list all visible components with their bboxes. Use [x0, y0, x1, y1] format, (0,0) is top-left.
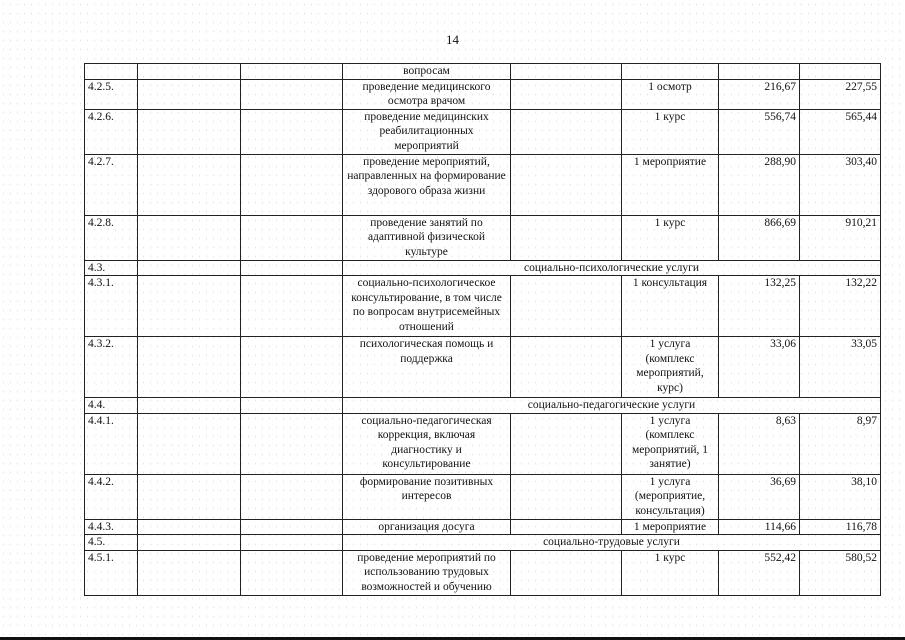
section-number: 4.3. [85, 260, 138, 276]
cell-empty [241, 79, 343, 109]
cell-empty [138, 550, 241, 595]
cell-description: проведение мероприятий, направленных на формирование здорового образа жизни [343, 154, 511, 215]
cell-unit: 1 мероприятие [622, 154, 719, 215]
cell-empty [241, 154, 343, 215]
table-row [85, 109, 881, 154]
cell-value: 227,55 [800, 79, 881, 109]
cell-value [800, 64, 881, 80]
cell-number: 4.4.3. [85, 519, 138, 535]
cell-empty [241, 260, 343, 276]
cell-empty [241, 535, 343, 551]
cell-unit [622, 64, 719, 80]
cell-number: 4.2.6. [85, 109, 138, 154]
cell-value: 116,78 [800, 519, 881, 535]
cell-empty [511, 276, 622, 337]
cell-number: 4.4.1. [85, 413, 138, 474]
cell-empty [511, 64, 622, 80]
cell-empty [511, 79, 622, 109]
cell-unit: 1 консультация [622, 276, 719, 337]
cell-empty [138, 260, 241, 276]
cell-description: вопросам [343, 64, 511, 80]
cell-empty [138, 337, 241, 398]
section-number: 4.5. [85, 535, 138, 551]
cell-empty [511, 519, 622, 535]
cell-empty [511, 215, 622, 260]
cell-empty [241, 109, 343, 154]
cell-empty [511, 550, 622, 595]
cell-value: 114,66 [719, 519, 800, 535]
cell-description: формирование позитивных интересов [343, 474, 511, 519]
cell-value: 552,42 [719, 550, 800, 595]
cell-number: 4.3.2. [85, 337, 138, 398]
cell-empty [241, 337, 343, 398]
cell-empty [241, 64, 343, 80]
table-row [85, 276, 881, 337]
cell-empty [241, 474, 343, 519]
table-row [85, 474, 881, 519]
cell-empty [511, 413, 622, 474]
cell-value: 132,25 [719, 276, 800, 337]
cell-empty [138, 474, 241, 519]
cell-empty [241, 413, 343, 474]
cell-empty [138, 215, 241, 260]
cell-number: 4.2.5. [85, 79, 138, 109]
section-title: социально-психологические услуги [343, 260, 881, 276]
cell-description: социально-психологическое консультирование, в том числе по вопросам внутрисемейных отношений [343, 276, 511, 337]
page-number: 14 [446, 32, 459, 47]
cell-value: 33,06 [719, 337, 800, 398]
cell-value: 216,67 [719, 79, 800, 109]
cell-value: 866,69 [719, 215, 800, 260]
cell-description: проведение медицинских реабилитационных мероприятий [343, 109, 511, 154]
table-row [85, 337, 881, 398]
section-row [85, 535, 881, 551]
cell-value: 910,21 [800, 215, 881, 260]
cell-unit: 1 мероприятие [622, 519, 719, 535]
cell-empty [511, 109, 622, 154]
cell-value: 565,44 [800, 109, 881, 154]
cell-empty [511, 337, 622, 398]
cell-number [85, 64, 138, 80]
cell-empty [241, 519, 343, 535]
cell-description: организация досуга [343, 519, 511, 535]
cell-empty [241, 398, 343, 414]
cell-value: 303,40 [800, 154, 881, 215]
table-row [85, 154, 881, 215]
cell-description: проведение занятий по адаптивной физической культуре [343, 215, 511, 260]
cell-unit: 1 осмотр [622, 79, 719, 109]
section-title: социально-педагогические услуги [343, 398, 881, 414]
table-row [85, 79, 881, 109]
cell-empty [138, 276, 241, 337]
cell-number: 4.3.1. [85, 276, 138, 337]
cell-empty [138, 413, 241, 474]
cell-value: 132,22 [800, 276, 881, 337]
cell-value: 288,90 [719, 154, 800, 215]
cell-empty [138, 154, 241, 215]
cell-unit: 1 услуга (мероприятие, консультация) [622, 474, 719, 519]
cell-value: 556,74 [719, 109, 800, 154]
section-row [85, 260, 881, 276]
cell-number: 4.2.8. [85, 215, 138, 260]
cell-unit: 1 курс [622, 109, 719, 154]
table-row [85, 413, 881, 474]
section-number: 4.4. [85, 398, 138, 414]
table-row [85, 215, 881, 260]
table-row [85, 550, 881, 595]
cell-unit: 1 курс [622, 215, 719, 260]
cell-unit: 1 услуга (комплекс мероприятий, курс) [622, 337, 719, 398]
cell-empty [138, 535, 241, 551]
cell-unit: 1 курс [622, 550, 719, 595]
cell-description: проведение мероприятий по использованию трудовых возможностей и обучению [343, 550, 511, 595]
cell-empty [511, 154, 622, 215]
services-table [84, 63, 881, 596]
section-row [85, 398, 881, 414]
section-title: социально-трудовые услуги [343, 535, 881, 551]
cell-empty [511, 474, 622, 519]
cell-value: 8,97 [800, 413, 881, 474]
cell-empty [138, 109, 241, 154]
cell-value: 38,10 [800, 474, 881, 519]
cell-number: 4.5.1. [85, 550, 138, 595]
cell-empty [241, 276, 343, 337]
cell-value: 8,63 [719, 413, 800, 474]
cell-empty [138, 64, 241, 80]
table-row [85, 519, 881, 535]
cell-empty [138, 79, 241, 109]
cell-value: 580,52 [800, 550, 881, 595]
cell-description: социально-педагогическая коррекция, включая диагностику и консультирование [343, 413, 511, 474]
cell-value: 36,69 [719, 474, 800, 519]
table-row [85, 64, 881, 80]
cell-value: 33,05 [800, 337, 881, 398]
cell-number: 4.2.7. [85, 154, 138, 215]
cell-unit: 1 услуга (комплекс мероприятий, 1 занятие) [622, 413, 719, 474]
cell-number: 4.4.2. [85, 474, 138, 519]
cell-description: психологическая помощь и поддержка [343, 337, 511, 398]
cell-value [719, 64, 800, 80]
cell-empty [241, 215, 343, 260]
cell-empty [138, 398, 241, 414]
cell-empty [138, 519, 241, 535]
cell-empty [241, 550, 343, 595]
cell-description: проведение медицинского осмотра врачом [343, 79, 511, 109]
